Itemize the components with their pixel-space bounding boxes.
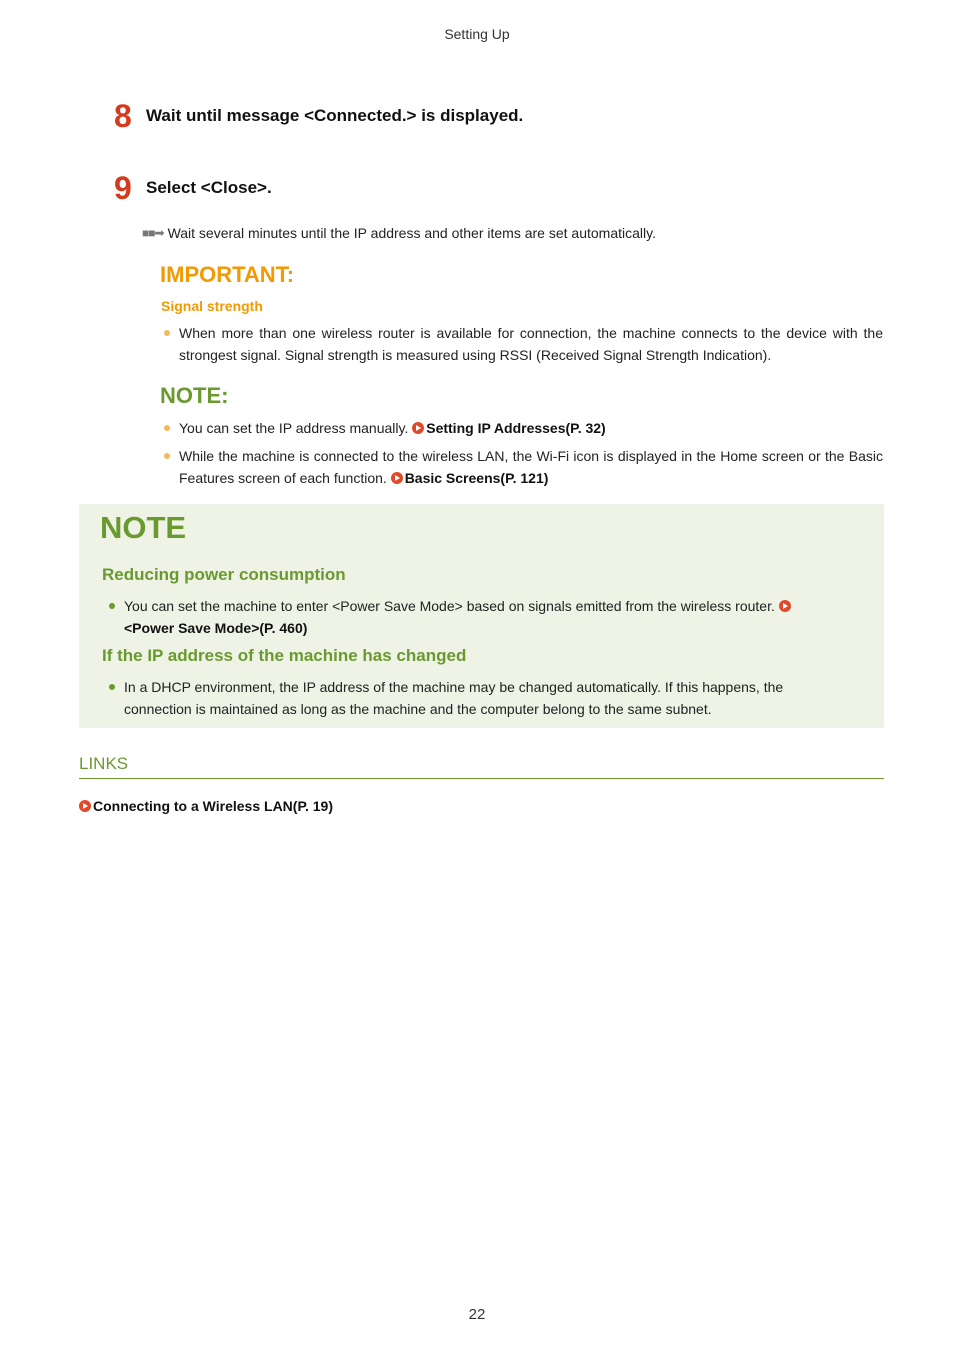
note-box-title: NOTE (100, 510, 187, 545)
note-title: NOTE: (160, 383, 229, 408)
power-save-mode-link[interactable]: <Power Save Mode>(P. 460) (124, 620, 308, 636)
list-item (161, 322, 883, 366)
result-text: Wait several minutes until the IP address and other items are set automatically. (167, 225, 656, 241)
step-9 (114, 172, 272, 204)
bullet-text: You can set the machine to enter <Power Save Mode> based on signals emitted from the wireless router. (124, 598, 779, 614)
list-item (161, 417, 883, 439)
bullet-icon (161, 417, 179, 439)
basic-screens-link[interactable]: Basic Screens(P. 121) (404, 470, 549, 486)
bullet-text: While the machine is connected to the wireless LAN, the Wi-Fi icon is displayed in the Home screen or the Basic Features screen of each function. (179, 448, 883, 486)
link-arrow-icon[interactable] (391, 472, 403, 484)
step-text: Wait until message <Connected.> is displayed. (146, 106, 524, 125)
result-arrow-icon: ■■➡ (142, 226, 164, 240)
bullet-icon (161, 322, 179, 366)
step-8 (114, 100, 523, 132)
bullet-icon (106, 595, 124, 639)
step-result (142, 225, 656, 241)
links-divider (79, 778, 884, 779)
list-item (106, 595, 854, 639)
note-heading-power: Reducing power consumption (102, 565, 346, 584)
step-number: 8 (114, 98, 132, 134)
step-number: 9 (114, 170, 132, 206)
connecting-wireless-lan-link[interactable]: Connecting to a Wireless LAN(P. 19) (93, 798, 333, 814)
bullet-text: You can set the IP address manually. (179, 420, 413, 436)
step-text: Select <Close>. (146, 178, 272, 197)
important-title: IMPORTANT: (160, 262, 295, 287)
bullet-icon (106, 676, 124, 720)
setting-ip-addresses-link[interactable]: Setting IP Addresses(P. 32) (426, 420, 606, 436)
important-list (161, 322, 883, 366)
bullet-text: When more than one wireless router is available for connection, the machine connects to the device with the strongest signal. Signal strength is measured using RSSI (Received Signal Strength Indication). (179, 325, 883, 363)
page-header: Setting Up (444, 26, 510, 42)
link-arrow-icon[interactable] (412, 422, 424, 434)
bullet-text: In a DHCP environment, the IP address of the machine may be changed automatically. If this happens, the connection is maintained as long as the machine and the computer belong to the same subnet. (124, 679, 784, 717)
links-title: LINKS (79, 754, 129, 773)
note-power-list (106, 595, 854, 639)
links-item[interactable] (79, 798, 333, 814)
list-item (106, 676, 854, 720)
important-subtitle: Signal strength (161, 298, 263, 314)
bullet-icon (161, 445, 179, 489)
note-ip-list (106, 676, 854, 720)
link-arrow-icon[interactable] (779, 600, 791, 612)
note-heading-ip: If the IP address of the machine has changed (102, 646, 467, 665)
note-list (161, 417, 883, 489)
link-arrow-icon[interactable] (79, 800, 91, 812)
page-number: 22 (468, 1306, 486, 1323)
list-item (161, 445, 883, 489)
